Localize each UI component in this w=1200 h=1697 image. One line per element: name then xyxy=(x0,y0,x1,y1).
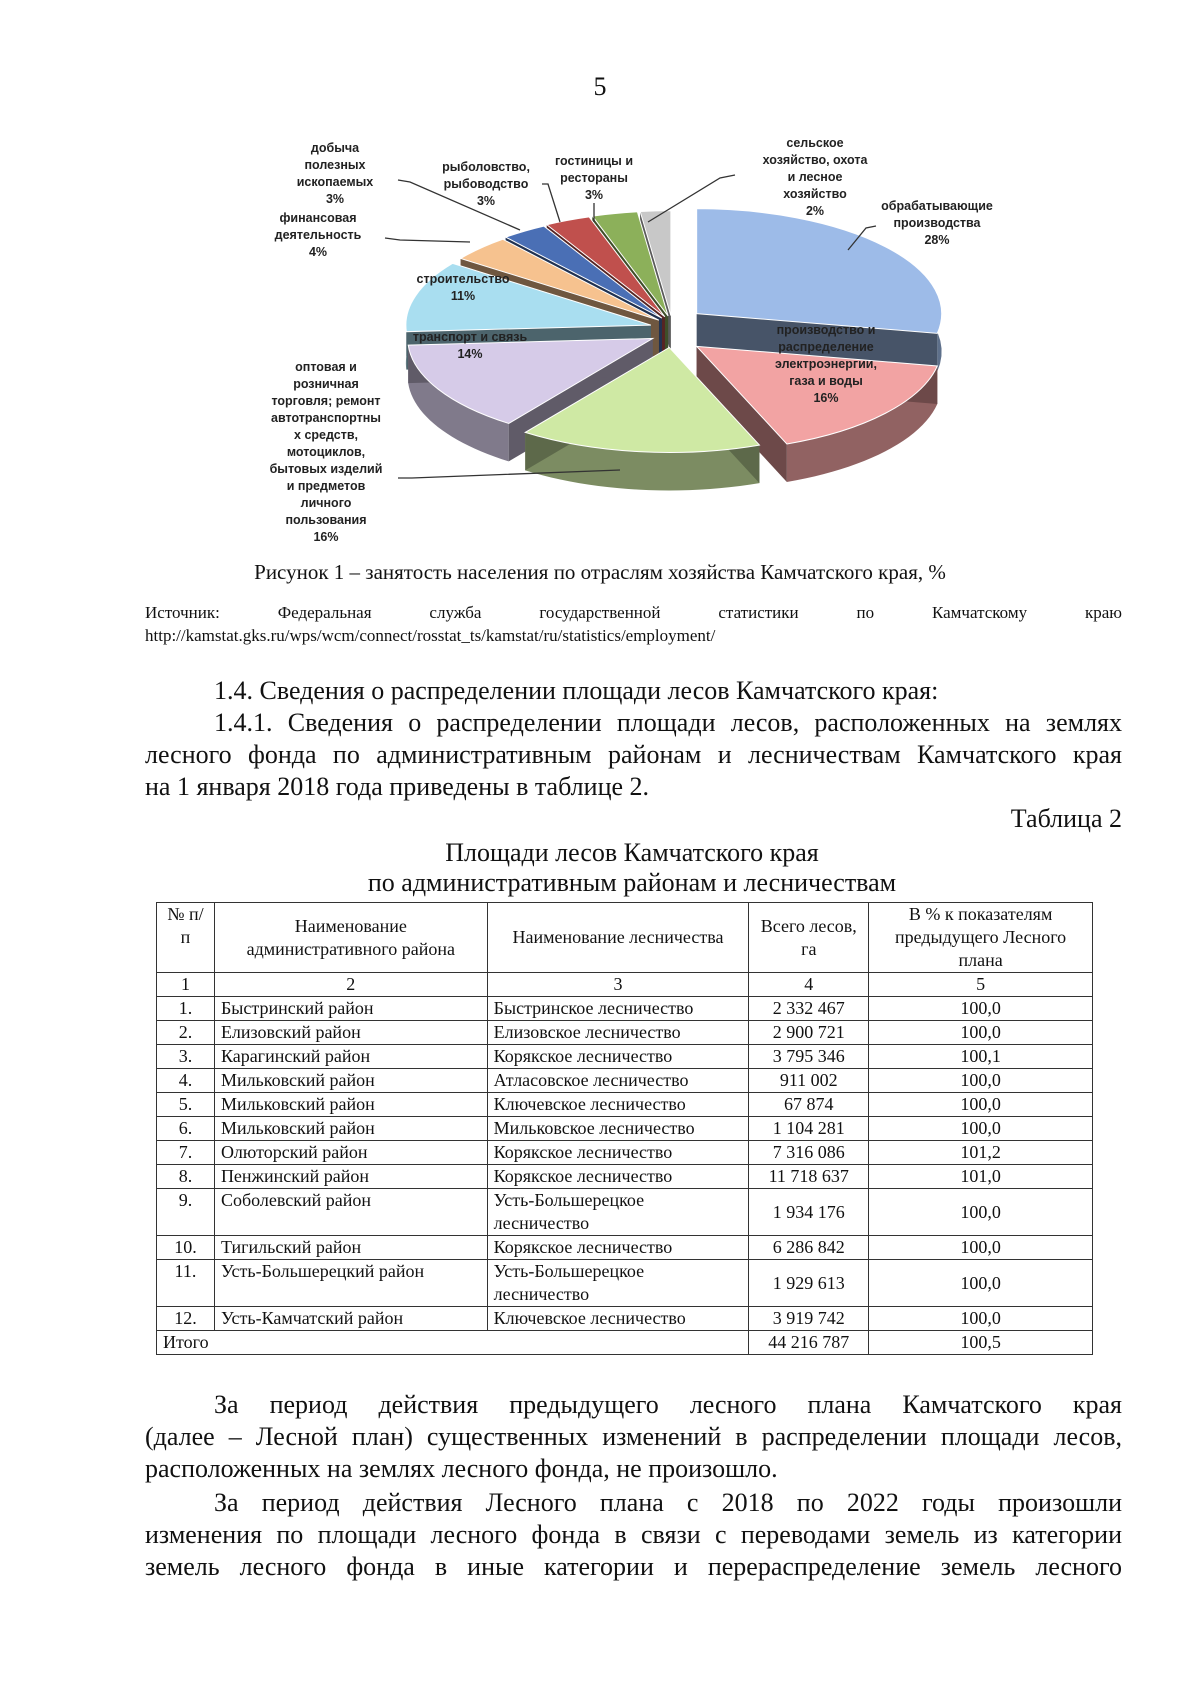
table-row xyxy=(157,1045,1093,1069)
label-line: рыболовство, xyxy=(442,160,530,174)
table-label: Таблица 2 xyxy=(1010,804,1122,833)
label-value: 28% xyxy=(924,233,950,247)
forest-area: 67 874 xyxy=(749,1093,869,1117)
forestry-name: Елизовское лесничество xyxy=(487,1021,749,1045)
row-number: 11. xyxy=(157,1260,215,1307)
label-line: деятельность xyxy=(274,228,362,242)
percent-of-previous: 100,0 xyxy=(869,1189,1093,1236)
district-name: Усть-Камчатский район xyxy=(214,1307,487,1331)
percent-of-previous: 100,1 xyxy=(869,1045,1093,1069)
row-number: 10. xyxy=(157,1236,215,1260)
district-name: Мильковский район xyxy=(214,1093,487,1117)
percent-of-previous: 100,0 xyxy=(869,997,1093,1021)
row-number: 9. xyxy=(157,1189,215,1236)
forestry-name: Усть-Большерецкое лесничество xyxy=(487,1189,749,1236)
table-title: Площади лесов Камчатского края xyxy=(445,838,819,867)
label-line: автотранспортны xyxy=(271,411,381,425)
col-number: 1 xyxy=(157,973,215,997)
label-line: оптовая и xyxy=(295,360,357,374)
label-line: х средств, xyxy=(294,428,358,442)
label-mining xyxy=(297,140,374,208)
section-heading: 1.4. Сведения о распределении площади лесов Камчатского края: xyxy=(214,676,939,705)
label-line: сельское xyxy=(786,136,844,150)
table-row xyxy=(157,1189,1093,1236)
forest-area: 3 919 742 xyxy=(749,1307,869,1331)
section-text-line: 1.4.1. Сведения о распределении площади лесов, расположенных на землях xyxy=(214,708,1122,737)
forestry-name: Корякское лесничество xyxy=(487,1045,749,1069)
label-value: 4% xyxy=(308,245,328,259)
total-area: 44 216 787 xyxy=(749,1331,869,1355)
header-number: № п/п xyxy=(157,903,215,973)
label-hotels xyxy=(555,153,633,204)
forestry-name: Корякское лесничество xyxy=(487,1141,749,1165)
label-line: производства xyxy=(893,216,981,230)
label-line: финансовая xyxy=(279,211,357,225)
label-line: добыча xyxy=(310,141,360,155)
table-row xyxy=(157,1307,1093,1331)
label-line: торговля; ремонт xyxy=(271,394,381,408)
label-value: 16% xyxy=(313,530,339,544)
total-row xyxy=(157,1331,1093,1355)
label-line: рыбоводство xyxy=(443,177,529,191)
label-line: пользования xyxy=(285,513,367,527)
table-row xyxy=(157,1141,1093,1165)
row-number: 3. xyxy=(157,1045,215,1069)
label-line: обрабатывающие xyxy=(881,199,993,213)
label-value: 3% xyxy=(325,192,345,206)
section-text-line: на 1 января 2018 года приведены в таблице 2. xyxy=(145,772,650,801)
label-line: производство и xyxy=(776,323,876,337)
row-number: 8. xyxy=(157,1165,215,1189)
label-line: строительство xyxy=(416,272,510,286)
row-number: 6. xyxy=(157,1117,215,1141)
source-url: http://kamstat.gks.ru/wps/wcm/connect/rosstat_ts/kamstat/ru/statistics/employment/ xyxy=(145,626,716,645)
district-name: Пенжинский район xyxy=(214,1165,487,1189)
forest-area: 6 286 842 xyxy=(749,1236,869,1260)
label-value: 2% xyxy=(805,204,825,218)
percent-of-previous: 100,0 xyxy=(869,1236,1093,1260)
row-number: 4. xyxy=(157,1069,215,1093)
forest-area: 1 929 613 xyxy=(749,1260,869,1307)
forest-area: 1 934 176 xyxy=(749,1189,869,1236)
forestry-name: Корякское лесничество xyxy=(487,1236,749,1260)
label-finance xyxy=(275,210,362,261)
district-name: Соболевский район xyxy=(214,1189,487,1236)
label-manufacturing xyxy=(881,198,993,249)
leader-line-finance xyxy=(385,238,470,242)
district-name: Быстринский район xyxy=(214,997,487,1021)
forest-area: 2 332 467 xyxy=(749,997,869,1021)
label-value: 11% xyxy=(450,289,476,303)
row-number: 2. xyxy=(157,1021,215,1045)
forestry-name: Ключевское лесничество xyxy=(487,1093,749,1117)
header-percent: В % к показателям предыдущего Лесного плана xyxy=(869,903,1093,973)
district-name: Усть-Большерецкий район xyxy=(214,1260,487,1307)
forest-area: 2 900 721 xyxy=(749,1021,869,1045)
label-construction xyxy=(417,271,510,305)
label-line: розничная xyxy=(293,377,359,391)
paragraph-line: изменения по площади лесного фонда в связи с переводами земель из категории xyxy=(145,1520,1122,1549)
total-label: Итого xyxy=(157,1331,749,1355)
forestry-name: Ключевское лесничество xyxy=(487,1307,749,1331)
table-row xyxy=(157,1165,1093,1189)
label-line: рестораны xyxy=(560,171,628,185)
district-name: Тигильский район xyxy=(214,1236,487,1260)
forest-area: 7 316 086 xyxy=(749,1141,869,1165)
label-value: 14% xyxy=(457,347,483,361)
label-line: личного xyxy=(300,496,352,510)
label-value: 3% xyxy=(584,188,604,202)
paragraph-line: земель лесного фонда в иные категории и перераспределение земель лесного xyxy=(145,1552,1122,1581)
row-number: 1. xyxy=(157,997,215,1021)
district-name: Мильковский район xyxy=(214,1117,487,1141)
table-row xyxy=(157,1117,1093,1141)
label-line: газа и воды xyxy=(789,374,863,388)
total-percent: 100,5 xyxy=(869,1331,1093,1355)
label-value: 3% xyxy=(476,194,496,208)
forest-area-table xyxy=(156,902,1093,1355)
label-agri xyxy=(763,135,868,220)
label-energy xyxy=(775,322,877,407)
percent-of-previous: 101,2 xyxy=(869,1141,1093,1165)
forestry-name: Атласовское лесничество xyxy=(487,1069,749,1093)
label-line: и предметов xyxy=(286,479,366,493)
row-number: 12. xyxy=(157,1307,215,1331)
col-number: 5 xyxy=(869,973,1093,997)
header-district: Наименование административного района xyxy=(214,903,487,973)
forest-area: 1 104 281 xyxy=(749,1117,869,1141)
label-line: электроэнергии, xyxy=(775,357,877,371)
table-header-row xyxy=(157,903,1093,973)
percent-of-previous: 100,0 xyxy=(869,1260,1093,1307)
forestry-name: Быстринское лесничество xyxy=(487,997,749,1021)
forest-area: 911 002 xyxy=(749,1069,869,1093)
percent-of-previous: 100,0 xyxy=(869,1069,1093,1093)
table-row xyxy=(157,1069,1093,1093)
forestry-name: Усть-Большерецкое лесничество xyxy=(487,1260,749,1307)
table-row xyxy=(157,1021,1093,1045)
label-line: гостиницы и xyxy=(554,154,634,168)
paragraph-line: расположенных на землях лесного фонда, не произошло. xyxy=(145,1454,778,1483)
table-row xyxy=(157,1093,1093,1117)
header-area: Всего лесов, га xyxy=(749,903,869,973)
label-line: полезных xyxy=(304,158,366,172)
percent-of-previous: 101,0 xyxy=(869,1165,1093,1189)
label-line: распределение xyxy=(778,340,874,354)
pie-chart-svg xyxy=(0,0,1200,600)
label-line: транспорт и связь xyxy=(412,330,528,344)
percent-of-previous: 100,0 xyxy=(869,1093,1093,1117)
percent-of-previous: 100,0 xyxy=(869,1021,1093,1045)
row-number: 5. xyxy=(157,1093,215,1117)
table-row xyxy=(157,1260,1093,1307)
label-line: мотоциклов, xyxy=(286,445,366,459)
header-forestry: Наименование лесничества xyxy=(487,903,749,973)
column-number-row xyxy=(157,973,1093,997)
source-text: Источник: Федеральная служба государственной статистики по Камчатскому краю xyxy=(145,603,1122,622)
label-line: бытовых изделий xyxy=(269,462,383,476)
col-number: 4 xyxy=(749,973,869,997)
col-number: 3 xyxy=(487,973,749,997)
district-name: Карагинский район xyxy=(214,1045,487,1069)
section-text-line: лесного фонда по административным районам и лесничествам Камчатского края xyxy=(145,740,1122,769)
page-number: 5 xyxy=(593,72,607,101)
paragraph-line: За период действия Лесного плана с 2018 по 2022 годы произошли xyxy=(214,1488,1122,1517)
label-line: хозяйство, охота xyxy=(762,153,868,167)
label-line: хозяйство xyxy=(783,187,847,201)
table-row xyxy=(157,1236,1093,1260)
forest-area: 11 718 637 xyxy=(749,1165,869,1189)
table-row xyxy=(157,997,1093,1021)
row-number: 7. xyxy=(157,1141,215,1165)
forest-area: 3 795 346 xyxy=(749,1045,869,1069)
percent-of-previous: 100,0 xyxy=(869,1307,1093,1331)
district-name: Олюторский район xyxy=(214,1141,487,1165)
label-fishing xyxy=(442,159,530,210)
label-transport xyxy=(413,329,527,363)
col-number: 2 xyxy=(214,973,487,997)
forestry-name: Корякское лесничество xyxy=(487,1165,749,1189)
label-trade xyxy=(270,359,383,546)
label-value: 16% xyxy=(813,391,839,405)
district-name: Елизовский район xyxy=(214,1021,487,1045)
forestry-name: Мильковское лесничество xyxy=(487,1117,749,1141)
label-line: ископаемых xyxy=(296,175,374,189)
figure-caption: Рисунок 1 – занятость населения по отраслям хозяйства Камчатского края, % xyxy=(254,560,946,584)
district-name: Мильковский район xyxy=(214,1069,487,1093)
paragraph-line: За период действия предыдущего лесного плана Камчатского края xyxy=(214,1390,1122,1419)
table-subtitle: по административным районам и лесничествам xyxy=(367,868,897,897)
label-line: и лесное xyxy=(787,170,843,184)
percent-of-previous: 100,0 xyxy=(869,1117,1093,1141)
paragraph-line: (далее – Лесной план) существенных изменений в распределении площади лесов, xyxy=(145,1422,1122,1451)
